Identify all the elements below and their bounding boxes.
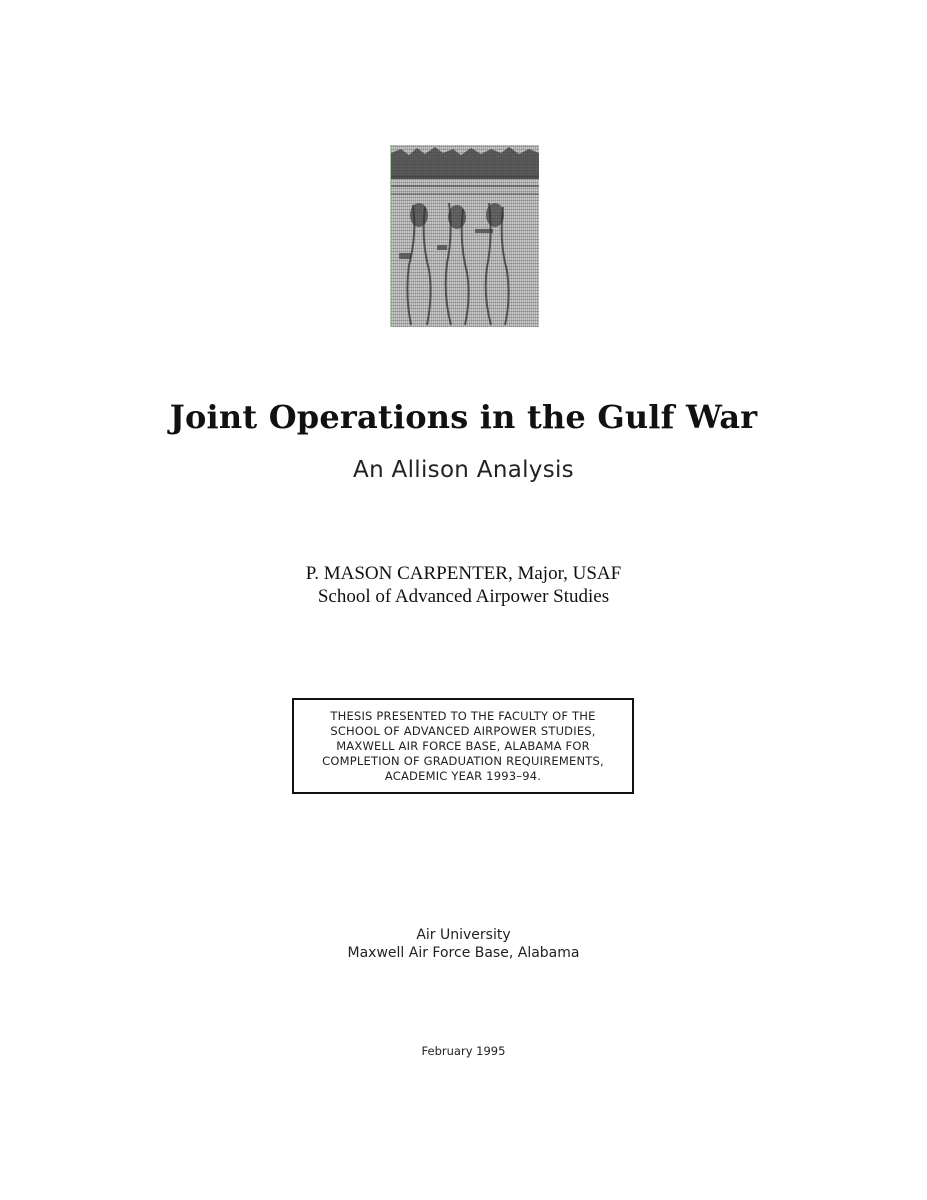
publisher-location: Maxwell Air Force Base, Alabama: [347, 945, 580, 961]
author-block: [0, 562, 927, 608]
publisher-block: [0, 926, 927, 962]
cover-photo: [390, 145, 539, 327]
thesis-statement-box: [292, 698, 634, 794]
thesis-line: ACADEMIC YEAR 1993–94.: [384, 768, 542, 783]
publication-date: February 1995: [421, 1044, 506, 1058]
author-affiliation: School of Advanced Airpower Studies: [317, 586, 610, 607]
document-subtitle: An Allison Analysis: [353, 457, 574, 483]
thesis-statement: [322, 709, 604, 784]
author-name: P. MASON CARPENTER, Major, USAF: [305, 563, 622, 584]
publisher-name: Air University: [416, 927, 511, 943]
thesis-line: SCHOOL OF ADVANCED AIRPOWER STUDIES,: [330, 723, 596, 738]
thesis-line: THESIS PRESENTED TO THE FACULTY OF THE: [330, 708, 596, 723]
cover-photo-graphic: [391, 145, 539, 327]
thesis-line: COMPLETION OF GRADUATION REQUIREMENTS,: [322, 753, 604, 768]
thesis-line: MAXWELL AIR FORCE BASE, ALABAMA FOR: [336, 738, 590, 753]
document-title: Joint Operations in the Gulf War: [169, 398, 758, 436]
